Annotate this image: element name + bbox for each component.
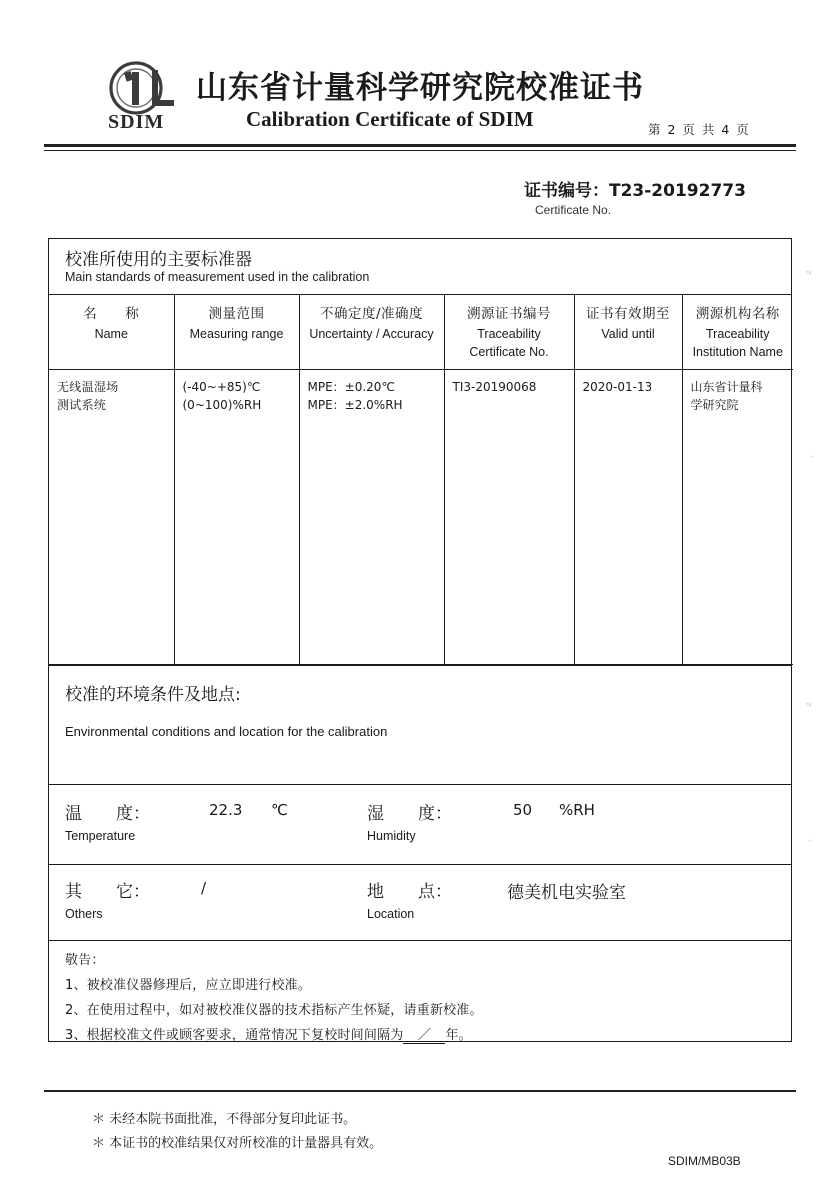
- header-rule-thin: [44, 150, 796, 151]
- certificate-body: [48, 238, 792, 1042]
- cell-uncertainty: [299, 369, 444, 664]
- page-title-en: Calibration Certificate of SDIM: [246, 107, 534, 131]
- notes-section: [49, 941, 791, 1041]
- col-traceability-no: [444, 295, 574, 369]
- cell-traceability-no-value: TI3-20190068: [452, 379, 537, 394]
- col-name-zh: 名 称: [83, 306, 140, 322]
- col-name-en: Name: [94, 326, 128, 341]
- col-valid-until: [574, 295, 682, 369]
- notes-item-1: 1、被校准仪器修理后，应立即进行校准。: [65, 978, 312, 993]
- cell-uncertainty-line1: MPE：±0.20℃: [307, 379, 395, 394]
- environment-heading-en: Environmental conditions and location for the calibration: [65, 724, 388, 739]
- cell-institution-line2: 学研究院: [690, 398, 739, 413]
- page-indicator: 第 2 页 共 4 页: [648, 122, 751, 137]
- cell-valid-until: [574, 369, 682, 664]
- cell-institution-line1: 山东省计量科: [690, 379, 763, 394]
- col-uncertainty-zh: 不确定度/准确度: [319, 306, 424, 322]
- scan-artifact: ·: [808, 836, 812, 847]
- col-traceability-no-zh: 溯源证书编号: [467, 306, 551, 322]
- standards-section-header: [49, 239, 791, 295]
- others-label-en: Others: [65, 907, 103, 921]
- others-location-row: [49, 865, 791, 941]
- footer-note-2: ＊ 本证书的校准结果仅对所校准的计量器具有效。: [92, 1136, 383, 1151]
- temperature-label-en: Temperature: [65, 829, 136, 843]
- humidity-label-zh: 湿 度：: [367, 804, 452, 824]
- table-header-row: [49, 295, 793, 369]
- location-label-zh: 地 点：: [367, 882, 452, 902]
- location-value: 德美机电实验室: [507, 883, 626, 903]
- col-uncertainty: [299, 295, 444, 369]
- col-traceability-no-en: Traceability Certificate No.: [469, 326, 549, 359]
- cell-traceability-no: [444, 369, 574, 664]
- standards-heading-en: Main standards of measurement used in the calibration: [65, 270, 370, 284]
- col-range-en: Measuring range: [189, 326, 284, 341]
- environment-section-header: [49, 665, 791, 785]
- notes-item-2: 2、在使用过程中，如对被校准仪器的技术指标产生怀疑，请重新校准。: [65, 1003, 483, 1018]
- scan-artifact: ·: [810, 452, 814, 463]
- certificate-number-label-en: Certificate No.: [535, 203, 612, 217]
- col-valid-until-zh: 证书有效期至: [586, 306, 670, 322]
- cell-range-line2: (0~100)%RH: [182, 398, 262, 413]
- others-value: /: [201, 879, 207, 897]
- scan-artifact: ≈: [806, 700, 812, 711]
- notes-item-3: [65, 1024, 472, 1044]
- standards-heading-zh: 校准所使用的主要标准器: [65, 250, 252, 270]
- temperature-unit: ℃: [271, 801, 288, 819]
- svg-text:SDIM: SDIM: [108, 111, 165, 133]
- notes-title: 敬告：: [65, 953, 105, 968]
- cell-uncertainty-line2: MPE：±2.0%RH: [307, 398, 403, 413]
- certificate-number-label: 证书编号：: [524, 181, 609, 201]
- col-institution: [682, 295, 793, 369]
- cell-institution: [682, 369, 793, 664]
- footer-rule: [44, 1090, 796, 1092]
- header-rule-thick: [44, 144, 796, 147]
- form-code: SDIM/MB03B: [668, 1154, 741, 1168]
- location-label-en: Location: [367, 907, 415, 921]
- table-row: [49, 369, 793, 664]
- standards-table: [49, 295, 793, 665]
- humidity-value: 50: [513, 801, 533, 819]
- others-label-zh: 其 它：: [65, 882, 150, 902]
- cell-name-line2: 测试系统: [57, 398, 107, 413]
- col-range: [174, 295, 299, 369]
- humidity-unit: %RH: [559, 801, 595, 819]
- temperature-value: 22.3: [209, 801, 243, 819]
- col-range-zh: 测量范围: [208, 306, 265, 322]
- notes-item-3-suffix: 年。: [445, 1028, 472, 1043]
- notes-item-3-prefix: 3、根据校准文件或顾客要求，通常情况下复校时间间隔为: [65, 1028, 404, 1043]
- humidity-label-en: Humidity: [367, 829, 416, 843]
- cell-name: [49, 369, 174, 664]
- document-header: [0, 52, 840, 144]
- col-uncertainty-en: Uncertainty / Accuracy: [309, 326, 434, 341]
- cell-valid-until-value: 2020-01-13: [582, 379, 653, 394]
- scan-artifact: ≈: [806, 268, 812, 279]
- col-institution-zh: 溯源机构名称: [695, 306, 780, 322]
- cell-name-line1: 无线温湿场: [57, 379, 119, 394]
- col-name: [49, 295, 174, 369]
- certificate-number: [524, 176, 746, 201]
- col-valid-until-en: Valid until: [601, 326, 655, 341]
- cell-range-line1: (-40~+85)℃: [182, 379, 261, 394]
- environment-values-row: [49, 785, 791, 865]
- col-institution-en: Traceability Institution Name: [692, 326, 783, 359]
- recalibration-interval-blank: ／: [403, 1024, 445, 1044]
- page-title-zh: 山东省计量科学研究院校准证书: [196, 70, 644, 106]
- environment-heading-zh: 校准的环境条件及地点:: [65, 685, 241, 705]
- temperature-label-zh: 温 度：: [65, 804, 150, 824]
- certificate-number-value: T23-20192773: [609, 181, 746, 201]
- cell-range: [174, 369, 299, 664]
- sdim-logo-icon: [106, 60, 184, 138]
- footer-note-1: ＊ 未经本院书面批准，不得部分复印此证书。: [92, 1112, 357, 1127]
